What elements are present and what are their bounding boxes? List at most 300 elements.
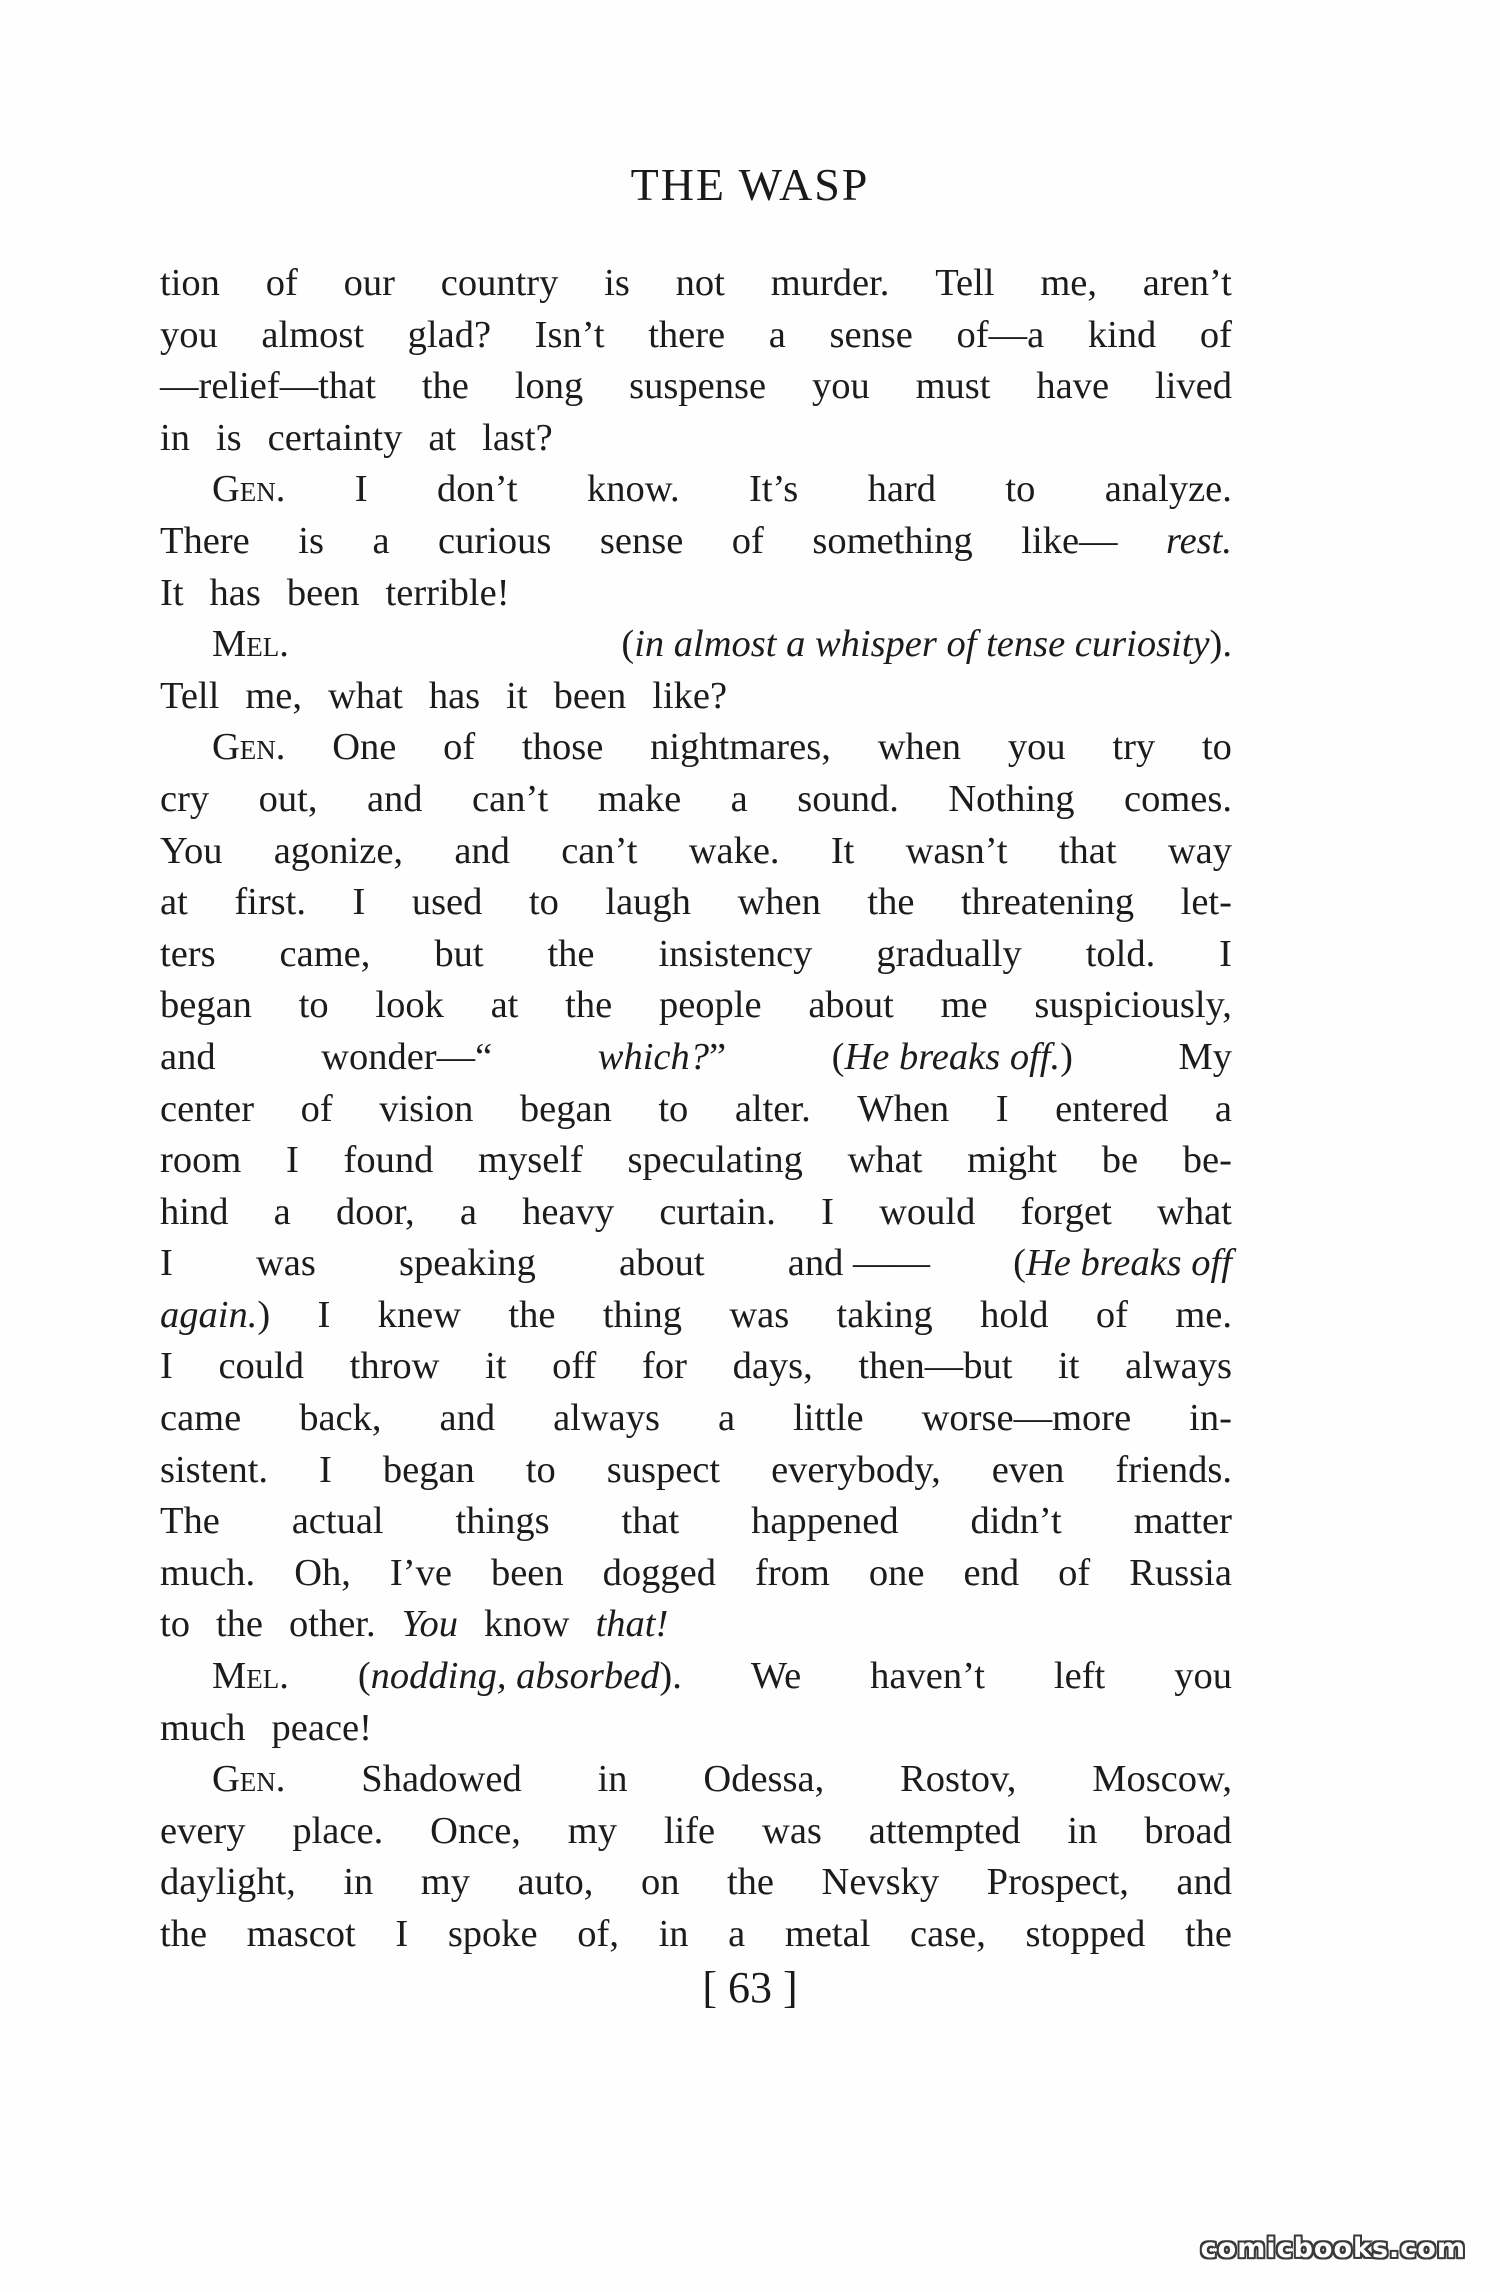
word-text: at [160,881,188,924]
word-text: in [597,1758,628,1801]
word [737,877,820,929]
word-text: I [160,1242,173,1285]
word-text: actual [291,1500,384,1543]
word-text: let- [1180,881,1232,924]
body-text [160,258,1232,1961]
word [992,1445,1065,1497]
word-text: Nothing [948,777,1075,820]
word [343,1857,373,1909]
word-text: like— [1021,519,1118,562]
text-line [160,1651,1232,1703]
word [749,464,798,516]
speaker-name: Gen. [212,726,286,769]
stage-direction: He breaks off. [844,1035,1061,1078]
word-text: in [658,1913,689,1955]
word [454,826,510,878]
word-text: off [552,1345,597,1388]
word-text: of [1058,1551,1091,1594]
word-text: ( [1013,1242,1026,1285]
word-text: myself [478,1139,583,1182]
word-text: sound. [797,777,899,820]
stage-direction: He breaks off [1025,1242,1232,1285]
word-text: what [847,1139,923,1182]
word [402,1599,471,1651]
word-text: then—but [858,1345,1013,1388]
word-text: ). [659,1655,682,1698]
word [160,1703,259,1755]
word-text: I [995,1087,1009,1130]
word-text: a [372,519,390,562]
word-text: know [484,1603,570,1646]
word-text: was [729,1293,790,1336]
word [421,1857,470,1909]
word-text: little [793,1397,864,1440]
word [910,1909,986,1961]
word-text: that [621,1500,680,1543]
word [948,774,1074,826]
word [869,1806,1021,1858]
word [906,826,1008,878]
word-text: that [1058,829,1117,872]
word [603,1290,682,1342]
word-text: the [547,932,595,975]
word-text: alter. [734,1087,811,1130]
word [518,1857,594,1909]
word [298,516,324,568]
word [160,568,197,620]
word-text: was [255,1242,316,1285]
word [900,1754,1016,1806]
word [658,929,812,981]
word [1055,1084,1168,1136]
word-text: days, [732,1345,813,1388]
word-text: but [434,932,484,975]
word-text: everybody, [771,1448,941,1491]
word-text: when [877,726,962,769]
word [642,1341,687,1393]
word [1215,1084,1232,1136]
text-line [160,980,1232,1032]
word-text: last? [482,416,553,459]
word [529,877,559,929]
text-line [160,568,1232,620]
word [520,1084,612,1136]
text-line [160,1238,1232,1290]
word-text: not [675,262,725,304]
word-text: out, [258,777,318,820]
word-text: Nevsky [821,1861,940,1904]
word-text: place. [292,1809,384,1852]
text-line [160,516,1232,568]
word [448,1909,538,1961]
word-text: in [160,416,190,459]
word [216,1599,276,1651]
word [629,361,766,413]
text-line [160,929,1232,981]
word [383,1445,475,1497]
word [160,980,252,1032]
word-text: suspiciously, [1034,984,1232,1027]
word-text: when [737,881,821,924]
word [160,774,209,826]
word-text: always [553,1397,660,1440]
word [785,1909,871,1961]
word [857,1084,949,1136]
text-line [160,1806,1232,1858]
watermark-logo: comicbooks.com [1200,2233,1466,2264]
word [259,774,318,826]
word [318,1290,331,1342]
word-text: wake. [688,829,780,872]
word-text: almost [261,313,365,356]
word [1013,1238,1232,1290]
word [160,361,376,413]
word [358,1651,682,1703]
word [762,1806,822,1858]
word-text: is [298,519,324,562]
word-text: try [1112,726,1156,769]
word-text: was [762,1809,822,1852]
word-text: on [640,1861,680,1904]
word [1125,1341,1232,1393]
word-text: We [750,1655,802,1698]
word [621,619,1232,671]
word [922,1393,1132,1445]
word [659,980,762,1032]
word-text: to [525,1448,556,1491]
word [868,464,936,516]
word [822,1857,940,1909]
word [735,1084,811,1136]
word [289,1599,389,1651]
word [216,413,255,465]
word-text: something [812,519,973,562]
word [622,1496,680,1548]
text-line [160,1084,1232,1136]
word-text: threatening [960,881,1135,924]
word-text: When [857,1087,950,1130]
word-text: the [508,1293,556,1336]
word-text: One [332,726,397,769]
word [160,1393,241,1445]
word [160,1290,270,1342]
word [858,1341,1012,1393]
word-text: Tell [935,262,995,304]
word [619,1238,705,1290]
word-text: The [160,1500,220,1543]
word-text: broad [1144,1809,1232,1852]
word [361,1754,521,1806]
word [434,929,483,981]
word-text: in- [1189,1397,1232,1440]
word [869,1548,925,1600]
word-text: the [1184,1913,1232,1955]
text-line [160,1548,1232,1600]
word-text: kind [1087,313,1157,356]
word-text: hind [160,1190,229,1233]
word-text: agonize, [273,829,404,872]
word-text: wasn’t [905,829,1008,872]
word-text: the [867,881,915,924]
word [247,1909,356,1961]
word [160,877,188,929]
text-line [160,1599,1232,1651]
word [336,1187,415,1239]
word-text: be- [1182,1139,1232,1182]
word-text: it [506,674,528,717]
word [664,1806,715,1858]
word-text: country [440,262,559,304]
word [160,826,222,878]
word [437,464,518,516]
word-text: friends. [1115,1448,1232,1491]
word-text: haven’t [870,1655,985,1698]
word [160,1341,173,1393]
word [160,671,232,723]
word-text: Oh, [294,1551,351,1594]
word-text: you [1174,1655,1232,1698]
word-text: I [285,1139,299,1182]
word-text: It [160,571,184,614]
word [160,1806,246,1858]
word-text: comes. [1124,777,1232,820]
word-text: mascot [246,1913,356,1955]
word-text: case, [910,1913,986,1955]
word-text: the [215,1603,263,1646]
word-text: much [160,1706,246,1749]
word-text: began [519,1087,612,1130]
word [751,1496,899,1548]
word-text: Tell [160,674,220,717]
word-text: came, [279,932,371,975]
word [1174,1651,1232,1703]
word [1181,877,1232,929]
word-text: always [1125,1345,1232,1388]
word [607,1445,720,1497]
word [160,929,216,981]
word-text: began [382,1448,475,1491]
word [1183,1135,1232,1187]
word [160,1032,216,1084]
word-text: it [485,1345,507,1388]
word-text: my [420,1861,470,1904]
word-text: me. [1175,1293,1232,1336]
word-text: suspense [629,365,767,408]
word-text: I [1219,932,1232,975]
word [598,1754,628,1806]
word [1021,516,1117,568]
word-text: told. [1085,932,1156,975]
word-text: suspect [606,1448,721,1491]
word-text: every [160,1809,246,1852]
word-text: I [160,1345,173,1388]
word [659,1909,689,1961]
word-text: can’t [561,829,638,872]
word-text: you [811,365,870,408]
word-text: nightmares, [650,726,831,769]
word-text: a [1214,1087,1232,1130]
word [598,774,681,826]
word-text: began [160,984,252,1027]
word [561,826,637,878]
word-text: there [648,313,726,356]
word-text: lived [1155,365,1232,408]
word [1179,1032,1232,1084]
word [596,1599,682,1651]
word [916,361,991,413]
word-text: thing [602,1293,682,1336]
word-text: tion [160,262,220,304]
word-text: Russia [1129,1551,1232,1594]
word [961,877,1134,929]
word-text: metal [784,1913,871,1955]
word [266,258,298,310]
word [160,1187,228,1239]
word [535,310,605,362]
word-text: to [658,1087,689,1130]
word [1086,929,1156,981]
word [440,1393,496,1445]
word-text: to [160,1603,190,1646]
word [1026,1909,1146,1961]
word [412,877,483,929]
word [987,1857,1129,1909]
word [443,722,475,774]
text-line [160,310,1232,362]
word [485,1341,506,1393]
word [1200,310,1232,362]
word [676,258,725,310]
word-text: ( [831,1035,845,1078]
word [718,1393,735,1445]
word-text: the [726,1861,775,1904]
word-text: sense [829,313,913,356]
word [319,1445,332,1497]
word-text: you [160,313,218,356]
word-text: to [1201,726,1232,769]
word-text: life [663,1809,716,1852]
word-text: at [490,984,519,1027]
word-text: from [755,1551,830,1594]
word [491,980,519,1032]
word [508,1290,555,1342]
word-text: terrible! [385,571,510,614]
text-line [160,464,1232,516]
word-text: my [567,1809,617,1852]
word [472,774,548,826]
word [160,1135,241,1187]
word-text: My [1178,1035,1232,1078]
word-text: the [160,1913,208,1955]
word-text: for [642,1345,687,1388]
speaker-name: Gen. [212,1758,286,1801]
word [321,1032,492,1084]
word [1168,826,1232,878]
word [598,1032,726,1084]
running-head: THE WASP [630,159,870,210]
speaker-name: Mel. [212,1655,289,1698]
word [732,516,764,568]
word [430,1806,521,1858]
word-text: to [298,984,329,1027]
word [160,1909,207,1961]
word [878,722,961,774]
word-text: me, [245,674,302,717]
word [1096,1290,1128,1342]
word [160,1238,173,1290]
stage-direction: that! [595,1603,669,1646]
word-text: the [421,365,469,408]
word [395,1909,408,1961]
word [1202,722,1232,774]
word-text: insistency [658,932,813,975]
word [658,1084,688,1136]
word [1036,361,1109,413]
word-text: a [730,777,748,820]
word [603,1548,716,1600]
word [1124,774,1232,826]
text-line [160,1135,1232,1187]
word [294,1548,351,1600]
word-text: Isn’t [534,313,605,356]
word [797,774,899,826]
word-text: spoke [447,1913,538,1955]
text-line [160,1341,1232,1393]
word-text: analyze. [1104,468,1232,511]
word [1134,1496,1232,1548]
word-text: things [455,1500,550,1543]
word [386,568,523,620]
word-text: matter [1133,1500,1232,1543]
word-text: speculating [627,1139,803,1182]
text-line [160,1754,1232,1806]
word-text: a [459,1190,477,1233]
word [870,1651,985,1703]
word [568,1806,617,1858]
word-text: in [1067,1809,1098,1852]
word-text: ). [1209,623,1232,666]
word-text: I [317,1293,331,1336]
word [160,516,250,568]
word [375,980,443,1032]
word-text: end [963,1551,1020,1594]
word [344,258,395,310]
word [332,722,396,774]
word [879,1187,975,1239]
word [160,258,220,310]
word [212,722,285,774]
word-text: be [1101,1139,1139,1182]
text-line [160,1445,1232,1497]
word [526,1445,556,1497]
word-text: murder. [770,262,890,304]
word [160,1084,254,1136]
text-line [160,826,1232,878]
word [587,464,680,516]
word-text: I [319,1448,332,1491]
word [1054,1651,1105,1703]
word [1102,1135,1138,1187]
word [565,980,612,1032]
word-text: ( [621,623,635,666]
word [689,826,780,878]
word [831,826,855,878]
word [1157,1187,1232,1239]
word [970,1496,1061,1548]
word [829,310,912,362]
word-text: and —— [787,1242,930,1285]
speaker-name: Gen. [212,468,286,511]
